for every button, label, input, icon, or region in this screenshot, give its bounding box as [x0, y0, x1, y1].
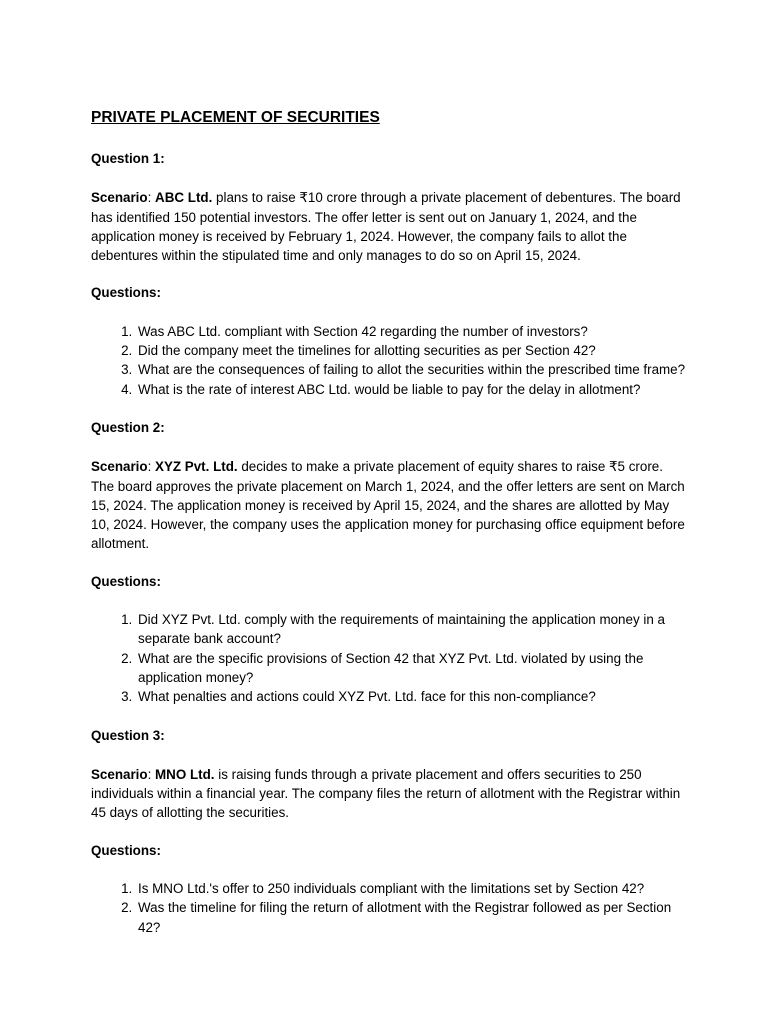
scenario-separator: :	[147, 766, 156, 782]
scenario-label: Scenario	[91, 766, 148, 782]
scenario-separator: :	[147, 459, 156, 475]
list-item: 1. Did XYZ Pvt. Ltd. comply with the requirements of maintaining the application money in a separate bank account?	[136, 610, 687, 649]
list-item: 4. What is the rate of interest ABC Ltd. would be liable to pay for the delay in allotment?	[136, 380, 687, 399]
question-section-1	[91, 149, 687, 399]
company-name: MNO Ltd.	[155, 766, 215, 782]
list-item: 1. Was ABC Ltd. compliant with Section 42 regarding the number of investors?	[136, 322, 687, 341]
scenario-text: is raising funds through a private placement and offers securities to 250 individuals within a financial year. The company files the return of allotment with the Registrar within 45 days of allotting the securities.	[91, 766, 681, 821]
list-item: 1. Is MNO Ltd.'s offer to 250 individuals compliant with the limitations set by Section 42?	[136, 879, 687, 898]
questions-heading: Questions:	[91, 285, 161, 301]
list-item: 3. What are the consequences of failing to allot the securities within the prescribed time frame?	[136, 360, 687, 379]
list-item: 2. What are the specific provisions of Section 42 that XYZ Pvt. Ltd. violated by using the application money?	[136, 649, 687, 688]
list-item: 3. What penalties and actions could XYZ Pvt. Ltd. face for this non-compliance?	[136, 687, 687, 706]
scenario-separator: :	[147, 190, 156, 206]
question-heading: Question 1:	[91, 151, 165, 166]
company-name: ABC Ltd.	[155, 190, 213, 206]
scenario-paragraph	[91, 765, 687, 823]
scenario-label: Scenario	[91, 190, 148, 206]
question-list	[91, 610, 687, 706]
question-section-2	[91, 418, 687, 707]
company-name: XYZ Pvt. Ltd.	[155, 459, 238, 475]
document-page	[91, 107, 687, 956]
list-item: 2. Was the timeline for filing the return of allotment with the Registrar followed as per Section 42?	[136, 898, 687, 937]
scenario-label: Scenario	[91, 459, 148, 475]
scenario-text: decides to make a private placement of equity shares to raise ₹5 crore. The board approves the private placement on March 1, 2024, and the offer letters are sent on March 15, 2024. The application money is received by April 15, 2024, and the shares are allotted by May 10, 2024. However, the company uses the application money for purchasing office equipment before allotment.	[91, 459, 685, 552]
question-heading: Question 2:	[91, 419, 165, 435]
scenario-paragraph	[91, 188, 687, 265]
questions-heading: Questions:	[91, 573, 161, 589]
list-item: 2. Did the company meet the timelines for allotting securities as per Section 42?	[136, 341, 687, 360]
scenario-paragraph	[91, 457, 687, 553]
document-title: PRIVATE PLACEMENT OF SECURITIES	[91, 109, 380, 126]
questions-heading: Questions:	[91, 842, 161, 858]
question-heading: Question 3:	[91, 727, 165, 743]
question-list	[91, 879, 687, 937]
question-list	[91, 322, 687, 399]
scenario-text: plans to raise ₹10 crore through a private placement of debentures. The board has identified 150 potential investors. The offer letter is sent out on January 1, 2024, and the application money is received by February 1, 2024. However, the company fails to allot the debentures within the stipulated time and only manages to do so on April 15, 2024.	[91, 190, 681, 264]
question-section-3	[91, 726, 687, 937]
